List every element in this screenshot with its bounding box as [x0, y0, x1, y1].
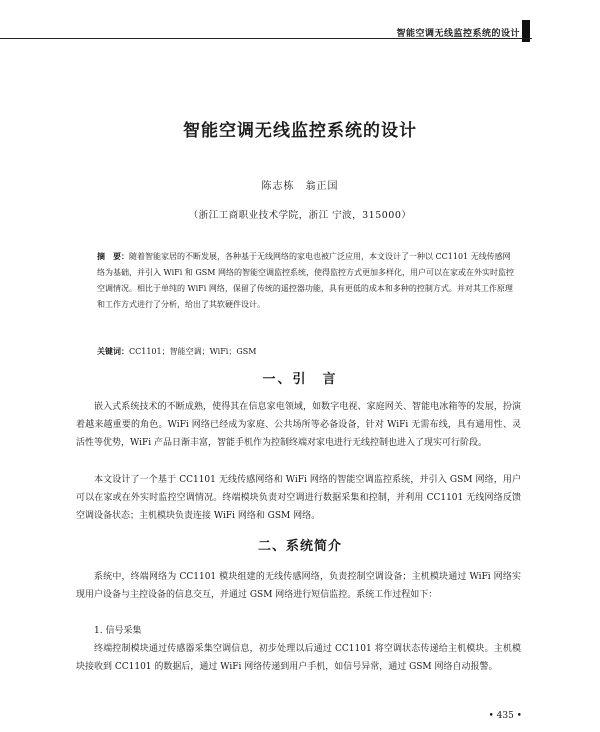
affiliation: （浙江工商职业技术学院，浙江 宁波，315000）: [188, 210, 412, 221]
running-header-title: 智能空调无线监控系统的设计: [396, 29, 520, 39]
system-paragraph-1: 系统中，终端网络为 CC1101 模块组建的无线传感网络，负责控制空调设备；主机模块通过 WiFi 网络实现用户设备与主控设备的信息交互，并通过 GSM 网络进行短信监控。系统工作过程如下：: [76, 572, 521, 600]
header-rule: [0, 38, 532, 39]
keywords-label: 关键词：: [97, 346, 129, 356]
page-number: • 435 •: [488, 711, 522, 721]
system-paragraph-2: 终端控制模块通过传感器采集空调信息，初步处理以后通过 CC1101 将空调状态传递给主机模块。主机模块接收到 CC1101 的数据后，通过 WiFi 网络传递到用户手机，如信号异常，通过 GSM 网络自动报警。: [76, 644, 521, 672]
keywords: [97, 344, 517, 359]
keywords-text: CC1101；智能空调；WiFi；GSM: [129, 347, 257, 356]
subheading-signal-acquisition: 1. 信号采集: [94, 626, 142, 636]
running-header: [0, 0, 600, 40]
authors: 陈志栋 翁正国: [261, 181, 339, 192]
section-heading-system: 二、系统简介: [257, 539, 342, 554]
section-heading-introduction: 一、引 言: [262, 372, 338, 387]
abstract-text: 随着智能家居的不断发展，各种基于无线网络的家电也被广泛应用，本文设计了一种以 CC1101 无线传感网络为基础，并引入 WiFi 和 GSM 网络的智能空调监控系统，使得监控方式更加多样化，用户可以在家或在外实时监控空调情况。相比于单纯的 WiFi 网络，保留了传统的遥控器功能，具有更低的成本和多种的控制方式。并对其工作原理和工作方式进行了分析，给出了其软硬件设计。: [97, 252, 514, 309]
intro-paragraph-1: 嵌入式系统技术的不断成熟，使得其在信息家电领域，如数字电视、家庭网关、智能电冰箱等的发展，扮演着越来越重要的角色。WiFi 网络已经成为家庭、公共场所等必备设备，针对 WiFi 无需布线，具有通用性、灵活性等优势，WiFi 产品日渐丰富，智能手机作为控制终端对家电进行无线控制也进入了现实可行阶段。: [76, 402, 521, 448]
intro-paragraph-2: 本文设计了一个基于 CC1101 无线传感网络和 WiFi 网络的智能空调监控系统，并引入 GSM 网络，用户可以在家或在外实时监控空调情况。终端模块负责对空调进行数据采集和控制，并利用 CC1101 无线网络反馈空调设备状态；主机模块负责连接 WiFi 网络和 GSM 网络。: [76, 475, 521, 521]
abstract-label: 摘 要：: [97, 251, 129, 261]
abstract: [97, 248, 517, 313]
paper-title: 智能空调无线监控系统的设计: [183, 121, 417, 141]
